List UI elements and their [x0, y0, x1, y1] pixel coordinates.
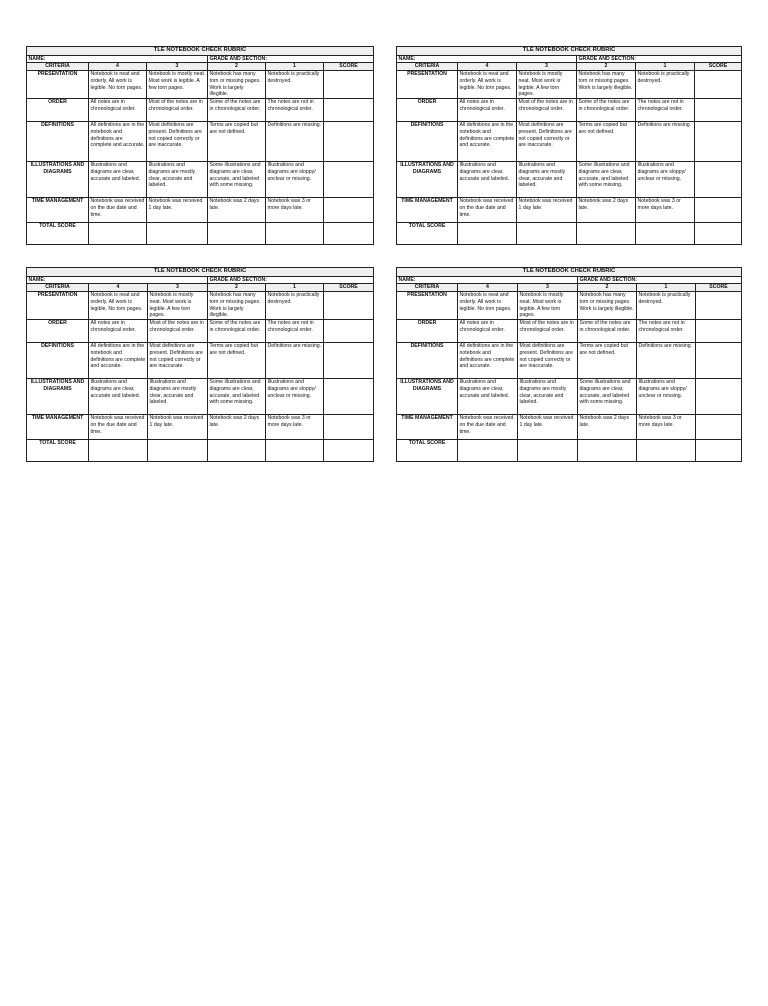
criteria-cell: ILLUSTRATIONS AND DIAGRAMS: [397, 379, 458, 415]
header-1: 1: [637, 284, 696, 292]
descriptor-cell: Notebook was 2 days late.: [208, 198, 266, 223]
descriptor-cell: Notebook was received on the due date and time.: [89, 415, 148, 440]
descriptor-cell: Notebook was 3 or more days late.: [266, 198, 324, 223]
score-cell[interactable]: [324, 198, 374, 223]
header-2: 2: [577, 63, 636, 71]
descriptor-cell: Illustrations and diagrams are clear, accurate and labeled.: [458, 379, 518, 415]
descriptor-cell: Notebook was received 1 day late.: [147, 198, 208, 223]
table-row: [27, 198, 374, 223]
criteria-cell: DEFINITIONS: [397, 343, 458, 379]
descriptor-cell: Most definitions are present. Definitions are not copied correctly or are inaccurate.: [147, 122, 208, 162]
grade-section-field-label: GRADE AND SECTION:: [208, 55, 374, 63]
descriptor-cell: Notebook is neat and orderly. All work is legible. No torn pages.: [89, 71, 147, 99]
descriptor-cell: Illustrations and diagrams are clear, accurate and labeled.: [89, 162, 147, 198]
criteria-cell: PRESENTATION: [27, 71, 89, 99]
descriptor-cell: Definitions are missing.: [637, 343, 696, 379]
descriptor-cell: Terms are copied but are not defined.: [208, 122, 266, 162]
header-3: 3: [147, 63, 208, 71]
descriptor-cell: Illustrations and diagrams are mostly clear, accurate and labeled.: [147, 162, 208, 198]
table-row: [397, 343, 742, 379]
table-row: [27, 162, 374, 198]
rubric-table: [396, 267, 742, 462]
descriptor-cell: Notebook was 3 or more days late.: [266, 415, 324, 440]
criteria-cell: PRESENTATION: [27, 292, 89, 320]
rubric-bottom-left: [26, 267, 374, 462]
total-score-cell[interactable]: [696, 440, 742, 462]
descriptor-cell: Definitions are missing.: [636, 122, 695, 162]
score-cell[interactable]: [324, 292, 374, 320]
header-2: 2: [208, 63, 266, 71]
criteria-cell: ORDER: [27, 320, 89, 343]
table-row: [27, 99, 374, 122]
descriptor-cell: Illustrations and diagrams are sloppy/ unclear or missing.: [266, 379, 324, 415]
header-1: 1: [636, 63, 695, 71]
descriptor-cell: Notebook was 3 or more days late.: [637, 415, 696, 440]
score-cell[interactable]: [324, 343, 374, 379]
header-1: 1: [266, 284, 324, 292]
rubric-title: TLE NOTEBOOK CHECK RUBRIC: [397, 47, 742, 56]
header-score: SCORE: [695, 63, 742, 71]
criteria-cell: TIME MANAGEMENT: [397, 415, 458, 440]
descriptor-cell: Notebook is practically destroyed.: [637, 292, 696, 320]
total-row: [27, 440, 374, 462]
rubric-title: TLE NOTEBOOK CHECK RUBRIC: [27, 268, 374, 277]
header-4: 4: [89, 63, 147, 71]
total-score-cell[interactable]: [324, 440, 374, 462]
score-cell[interactable]: [324, 71, 374, 99]
descriptor-cell: Notebook is practically destroyed.: [266, 292, 324, 320]
descriptor-cell: Definitions are missing.: [266, 343, 324, 379]
criteria-cell: DEFINITIONS: [27, 122, 89, 162]
descriptor-cell: The notes are not in chronological order.: [637, 320, 696, 343]
score-cell[interactable]: [695, 198, 742, 223]
descriptor-cell: Notebook is neat and orderly. All work is legible. No torn pages.: [89, 292, 148, 320]
descriptor-cell: Notebook was received on the due date and time.: [458, 415, 518, 440]
criteria-cell: ORDER: [397, 320, 458, 343]
descriptor-cell: Notebook was received 1 day late.: [148, 415, 208, 440]
score-cell[interactable]: [695, 162, 742, 198]
descriptor-cell: Most of the notes are in chronological order.: [517, 99, 577, 122]
criteria-cell: ORDER: [27, 99, 89, 122]
descriptor-cell: Notebook was 2 days late.: [577, 198, 636, 223]
total-row: [397, 223, 742, 245]
criteria-cell: PRESENTATION: [397, 292, 458, 320]
grade-section-field-label: GRADE AND SECTION:: [578, 276, 742, 284]
descriptor-cell: Some of the notes are in chronological order.: [578, 320, 637, 343]
descriptor-cell: Notebook was 2 days late.: [208, 415, 266, 440]
descriptor-cell: All definitions are in the notebook and definitions are complete and accurate.: [458, 122, 517, 162]
total-row: [397, 440, 742, 462]
header-4: 4: [458, 63, 517, 71]
descriptor-cell: Illustrations and diagrams are sloppy/ unclear or missing.: [637, 379, 696, 415]
score-cell[interactable]: [695, 99, 742, 122]
score-cell[interactable]: [324, 122, 374, 162]
descriptor-cell: Notebook is mostly neat. Most work is legible. A few torn pages.: [517, 71, 577, 99]
descriptor-cell: Some of the notes are in chronological order.: [208, 99, 266, 122]
total-row: [27, 223, 374, 245]
table-row: [397, 99, 742, 122]
rubric-table: [26, 267, 374, 462]
criteria-cell: ILLUSTRATIONS AND DIAGRAMS: [397, 162, 458, 198]
descriptor-cell: Notebook is mostly neat. Most work is legible. A few torn pages.: [518, 292, 578, 320]
descriptor-cell: Terms are copied but are not defined.: [208, 343, 266, 379]
table-row: [27, 292, 374, 320]
descriptor-cell: Most of the notes are in chronological order.: [518, 320, 578, 343]
criteria-cell: DEFINITIONS: [397, 122, 458, 162]
descriptor-cell: Notebook was 3 or more days late.: [636, 198, 695, 223]
score-cell[interactable]: [696, 415, 742, 440]
header-criteria: CRITERIA: [27, 284, 89, 292]
score-cell[interactable]: [324, 415, 374, 440]
score-cell[interactable]: [696, 343, 742, 379]
descriptor-cell: Notebook is practically destroyed.: [636, 71, 695, 99]
table-row: [27, 379, 374, 415]
header-3: 3: [148, 284, 208, 292]
total-score-cell[interactable]: [695, 223, 742, 245]
descriptor-cell: Some illustrations and diagrams are clear, accurate, and labeled with some missing.: [208, 162, 266, 198]
score-cell[interactable]: [324, 162, 374, 198]
criteria-cell: ILLUSTRATIONS AND DIAGRAMS: [27, 162, 89, 198]
header-score: SCORE: [696, 284, 742, 292]
descriptor-cell: Some of the notes are in chronological order.: [577, 99, 636, 122]
total-score-label: TOTAL SCORE: [397, 223, 458, 245]
header-criteria: CRITERIA: [397, 63, 458, 71]
table-row: [27, 320, 374, 343]
score-cell[interactable]: [324, 99, 374, 122]
descriptor-cell: All notes are in chronological order.: [89, 99, 147, 122]
grade-section-field-label: GRADE AND SECTION:: [208, 276, 374, 284]
score-cell[interactable]: [324, 379, 374, 415]
descriptor-cell: Illustrations and diagrams are mostly clear, accurate and labeled.: [518, 379, 578, 415]
descriptor-cell: Notebook is practically destroyed.: [266, 71, 324, 99]
descriptor-cell: Illustrations and diagrams are mostly clear, accurate and labeled.: [517, 162, 577, 198]
descriptor-cell: Notebook has many torn or missing pages. Work is largely illegible.: [208, 292, 266, 320]
criteria-cell: PRESENTATION: [397, 71, 458, 99]
score-cell[interactable]: [695, 71, 742, 99]
score-cell[interactable]: [696, 320, 742, 343]
grade-section-field-label: GRADE AND SECTION:: [577, 55, 742, 63]
descriptor-cell: Notebook was received 1 day late.: [518, 415, 578, 440]
descriptor-cell: Notebook is mostly neat. Most work is legible. A few torn pages.: [148, 292, 208, 320]
criteria-cell: TIME MANAGEMENT: [397, 198, 458, 223]
table-row: [397, 292, 742, 320]
descriptor-cell: All notes are in chronological order.: [458, 320, 518, 343]
rubric-title: TLE NOTEBOOK CHECK RUBRIC: [397, 268, 742, 277]
descriptor-cell: Most of the notes are in chronological order.: [148, 320, 208, 343]
rubric-top-left: [26, 46, 374, 245]
rubric-title: TLE NOTEBOOK CHECK RUBRIC: [27, 47, 374, 56]
score-cell[interactable]: [696, 379, 742, 415]
criteria-cell: DEFINITIONS: [27, 343, 89, 379]
rubric-table: [26, 46, 374, 245]
descriptor-cell: Illustrations and diagrams are clear, accurate and labeled.: [458, 162, 517, 198]
descriptor-cell: Most definitions are present. Definitions are not copied correctly or are inaccurate.: [148, 343, 208, 379]
criteria-cell: ORDER: [397, 99, 458, 122]
descriptor-cell: Notebook was received on the due date and time.: [458, 198, 517, 223]
descriptor-cell: Notebook is neat and orderly. All work is legible. No torn pages.: [458, 292, 518, 320]
descriptor-cell: Some illustrations and diagrams are clear, accurate, and labeled with some missing.: [578, 379, 637, 415]
rubric-table: [396, 46, 742, 245]
descriptor-cell: Notebook has many torn or missing pages. Work is largely illegible.: [578, 292, 637, 320]
descriptor-cell: Definitions are missing.: [266, 122, 324, 162]
descriptor-cell: Notebook was 2 days late.: [578, 415, 637, 440]
descriptor-cell: The notes are not in chronological order.: [636, 99, 695, 122]
descriptor-cell: Notebook is neat and orderly. All work is legible. No torn pages.: [458, 71, 517, 99]
descriptor-cell: Terms are copied but are not defined.: [577, 122, 636, 162]
descriptor-cell: Notebook has many torn or missing pages. Work is largely illegible.: [208, 71, 266, 99]
score-cell[interactable]: [695, 122, 742, 162]
descriptor-cell: Some of the notes are in chronological order.: [208, 320, 266, 343]
header-criteria: CRITERIA: [397, 284, 458, 292]
criteria-cell: TIME MANAGEMENT: [27, 198, 89, 223]
header-score: SCORE: [324, 284, 374, 292]
header-1: 1: [266, 63, 324, 71]
table-row: [27, 343, 374, 379]
table-row: [397, 379, 742, 415]
criteria-cell: TIME MANAGEMENT: [27, 415, 89, 440]
header-4: 4: [89, 284, 148, 292]
total-score-cell[interactable]: [324, 223, 374, 245]
header-4: 4: [458, 284, 518, 292]
descriptor-cell: Terms are copied but are not defined.: [578, 343, 637, 379]
criteria-cell: ILLUSTRATIONS AND DIAGRAMS: [27, 379, 89, 415]
header-2: 2: [208, 284, 266, 292]
rubric-bottom-right: [396, 267, 742, 462]
descriptor-cell: Illustrations and diagrams are sloppy/ unclear or missing.: [636, 162, 695, 198]
descriptor-cell: All definitions are in the notebook and definitions are complete and accurate.: [458, 343, 518, 379]
descriptor-cell: Illustrations and diagrams are clear, accurate and labeled.: [89, 379, 148, 415]
descriptor-cell: All definitions are in the notebook and definitions are complete and accurate.: [89, 343, 148, 379]
total-score-label: TOTAL SCORE: [397, 440, 458, 462]
score-cell[interactable]: [324, 320, 374, 343]
table-row: [397, 198, 742, 223]
table-row: [397, 122, 742, 162]
descriptor-cell: Some illustrations and diagrams are clear, accurate, and labeled with some missing.: [208, 379, 266, 415]
descriptor-cell: Illustrations and diagrams are mostly clear, accurate and labeled.: [148, 379, 208, 415]
descriptor-cell: Notebook was received on the due date and time.: [89, 198, 147, 223]
name-field-label: NAME:: [27, 276, 208, 284]
table-row: [397, 162, 742, 198]
total-score-label: TOTAL SCORE: [27, 223, 89, 245]
table-row: [397, 71, 742, 99]
header-score: SCORE: [324, 63, 374, 71]
rubric-top-right: [396, 46, 742, 245]
name-field-label: NAME:: [397, 276, 578, 284]
header-2: 2: [578, 284, 637, 292]
descriptor-cell: Most definitions are present. Definitions are not copied correctly or are inaccurate.: [518, 343, 578, 379]
descriptor-cell: All notes are in chronological order.: [89, 320, 148, 343]
table-row: [27, 415, 374, 440]
header-3: 3: [517, 63, 577, 71]
descriptor-cell: All notes are in chronological order.: [458, 99, 517, 122]
table-row: [397, 320, 742, 343]
descriptor-cell: Notebook was received 1 day late.: [517, 198, 577, 223]
table-row: [27, 71, 374, 99]
descriptor-cell: Illustrations and diagrams are sloppy/ unclear or missing.: [266, 162, 324, 198]
descriptor-cell: The notes are not in chronological order.: [266, 99, 324, 122]
descriptor-cell: Some illustrations and diagrams are clear, accurate, and labeled with some missing.: [577, 162, 636, 198]
table-row: [27, 122, 374, 162]
name-field-label: NAME:: [397, 55, 577, 63]
name-field-label: NAME:: [27, 55, 208, 63]
score-cell[interactable]: [696, 292, 742, 320]
header-3: 3: [518, 284, 578, 292]
descriptor-cell: Notebook has many torn or missing pages. Work is largely illegible.: [577, 71, 636, 99]
descriptor-cell: Most of the notes are in chronological order.: [147, 99, 208, 122]
total-score-label: TOTAL SCORE: [27, 440, 89, 462]
table-row: [397, 415, 742, 440]
descriptor-cell: All definitions are in the notebook and definitions are complete and accurate.: [89, 122, 147, 162]
header-criteria: CRITERIA: [27, 63, 89, 71]
descriptor-cell: The notes are not in chronological order.: [266, 320, 324, 343]
descriptor-cell: Notebook is mostly neat. Most work is legible. A few torn pages.: [147, 71, 208, 99]
descriptor-cell: Most definitions are present. Definitions are not copied correctly or are inaccurate.: [517, 122, 577, 162]
